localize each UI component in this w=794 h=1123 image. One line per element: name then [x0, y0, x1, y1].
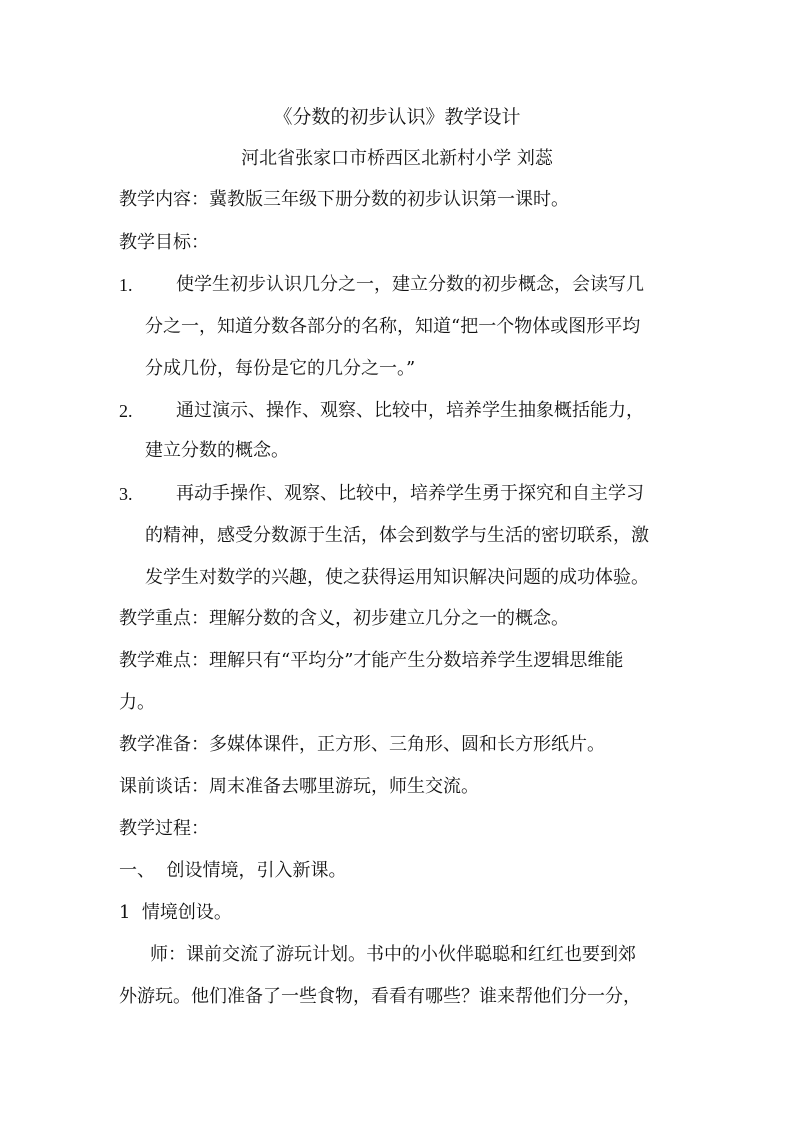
- goal-text-line: 再动手操作、观察、比较中，培养学生勇于探究和自主学习: [176, 483, 644, 504]
- preparation: 教学准备：多媒体课件，正方形、三角形、圆和长方形纸片。: [119, 734, 605, 755]
- difficulty-line: 教学难点：理解只有“平均分”才能产生分数培养学生逻辑思维能: [119, 650, 624, 671]
- section-heading: 一、 创设情境，引入新课。: [119, 860, 347, 881]
- goal-text-line: 通过演示、操作、观察、比较中，培养学生抽象概括能力，: [176, 400, 644, 421]
- goal-number: 3.: [119, 484, 133, 504]
- document-title: 《分数的初步认识》教学设计: [273, 106, 521, 128]
- paragraph-line: 师：课前交流了游玩计划。书中的小伙伴聪聪和红红也要到郊: [150, 944, 636, 965]
- paragraph-line: 外游玩。他们准备了一些食物，看看有哪些？谁来帮他们分一分，: [119, 986, 641, 1007]
- document-author: 河北省张家口市桥西区北新村小学 刘蕊: [241, 148, 553, 169]
- goal-number: 1.: [119, 275, 133, 295]
- key-point: 教学重点：理解分数的含义，初步建立几分之一的概念。: [119, 608, 569, 629]
- difficulty-line: 力。: [119, 692, 155, 713]
- subsection-heading: 1 情境创设。: [119, 902, 232, 923]
- goal-text-line: 使学生初步认识几分之一，建立分数的初步概念，会读写几: [176, 274, 644, 295]
- goal-number: 2.: [119, 401, 133, 421]
- goal-text-line: 分成几份，每份是它的几分之一。”: [145, 358, 416, 379]
- goal-text-line: 分之一，知道分数各部分的名称，知道“把一个物体或图形平均: [145, 316, 641, 337]
- goal-text-line: 建立分数的概念。: [145, 440, 289, 461]
- goal-text-line: 的精神，感受分数源于生活，体会到数学与生活的密切联系，激: [145, 525, 649, 546]
- pre-class-talk: 课前谈话：周末准备去哪里游玩，师生交流。: [119, 776, 479, 797]
- goals-heading: 教学目标：: [119, 232, 209, 253]
- process-heading: 教学过程：: [119, 818, 209, 839]
- teaching-content: 教学内容：冀教版三年级下册分数的初步认识第一课时。: [119, 189, 569, 210]
- goal-text-line: 发学生对数学的兴趣，使之获得运用知识解决问题的成功体验。: [145, 567, 649, 588]
